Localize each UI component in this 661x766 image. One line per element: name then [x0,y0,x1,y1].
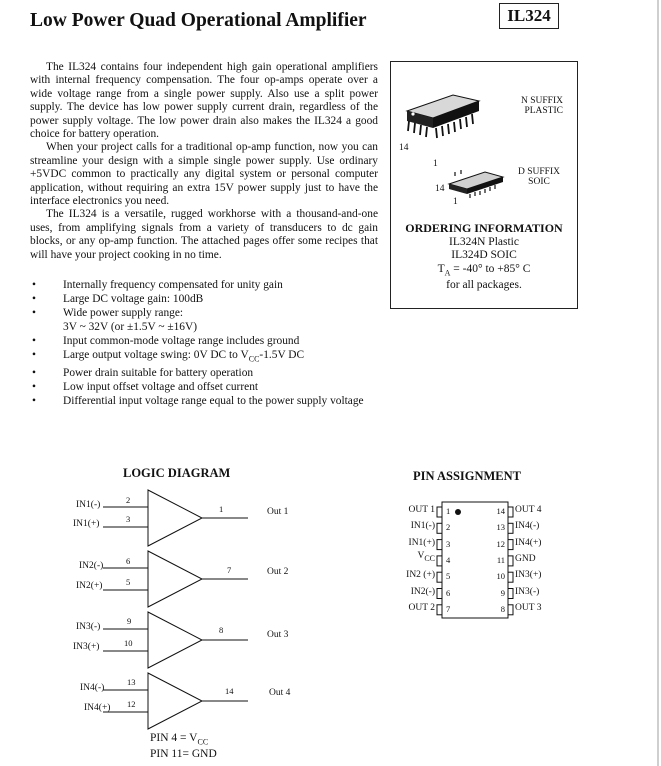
ordering-line-soic: IL324D SOIC [451,249,517,261]
feature-item: • Large DC voltage gain: 100dB [32,293,204,305]
feature-item: • Power drain suitable for battery operation [32,367,254,380]
amp3-pin-neg: 9 [127,616,132,626]
ic-pin-stub [437,605,442,615]
pin-right-label: IN4(-) [515,521,540,532]
amp4-inverting-input-label: IN4(-) [80,683,105,693]
feature-item: • Low input offset voltage and offset current [32,381,259,394]
ic-pin-stub [437,589,442,599]
pin-left-number: 4 [446,554,451,565]
pin-left-label: $V_{CC}$ [417,550,435,563]
amp4-noninverting-input-label: IN4(+) [84,703,111,713]
amp4-pin-pos: 12 [127,699,136,709]
amp2-noninverting-input-label: IN2(+) [76,581,103,591]
vcc-pin-note: PIN $4 = V_{CC}$ [150,732,209,747]
amp1-pin-neg: 2 [126,495,131,505]
feature-item: • Differential input voltage range equal to the power supply voltage [32,395,364,408]
pin-left-label: OUT 2 [408,602,435,613]
bullet-icon: • [32,335,36,347]
description-paragraph-1: The IL324 contains four independent high gain operational amplifiers with internal frequency compensation. The four op-amps operate over a wide voltage range from a single power supply. Also use a split power supply. The device has low power supply current drain, regardless of the power supply voltage. The low power drain also makes the IL324 a good choice for battery operation. [30,61,378,141]
amp3-noninverting-input-label: IN3(+) [73,642,100,652]
amp1-noninverting-input-label: IN1(+) [73,519,100,529]
bullet-icon: • [32,367,36,380]
pin-1-indicator-icon [455,509,461,515]
pin-left-number: 1 [446,506,451,516]
ic-pin-stub [508,540,513,550]
n-suffix-label: N SUFFIX PLASTIC [521,96,563,116]
amp4-output-label: Out 4 [269,688,291,698]
pin-left-number: 6 [446,587,451,598]
ordering-all-packages: for all packages. [446,279,522,292]
dip-pin-1-label: 1 [433,159,438,169]
ic-pin-stub [437,540,442,550]
pin-right-number: 11 [496,554,505,565]
pin-right-number: 10 [496,571,505,582]
bullet-icon: • [32,349,36,361]
bullet-icon: • [32,395,36,408]
bullet-icon: • [32,381,36,394]
soic-pin-14-label: 14 [435,184,445,194]
pin-left-label: IN1(+) [408,537,435,548]
amp3-pin-pos: 10 [124,638,133,648]
pin-assignment-title: PIN ASSIGNMENT [413,469,522,483]
ic-pin-stub [508,556,513,566]
page-title: Low Power Quad Operational Amplifier [30,10,367,31]
pin-left-label: OUT 1 [408,505,435,515]
pin-right-label: IN4(+) [515,537,542,548]
pin-right-number: 8 [500,603,505,614]
ic-pin-stub [437,572,442,582]
part-number-badge: IL324 [499,3,559,29]
amp2-inverting-input-label: IN2(-) [79,561,104,571]
pin-right-number: 12 [496,538,505,549]
ic-pin-stub [508,507,513,517]
pin-right-label: GND [515,553,536,564]
bullet-icon: • [32,279,36,291]
amp3-inverting-input-label: IN3(-) [76,622,101,632]
ordering-temp-range: $T_A = -40^\circ$ to +85° C [437,262,531,277]
amp2-pin-pos: 5 [126,577,131,587]
feature-item: • Wide power supply range: 3V ~ 32V (or ±1.5V ~ ±16V) [32,307,197,333]
feature-item: • Input common-mode voltage range includes ground [32,335,300,347]
amp2-pin-out: 7 [227,565,232,575]
amp1-pin-out: 1 [219,504,224,514]
pin-left-number: 7 [446,603,451,614]
ic-pin-stub [508,523,513,533]
ic-pin-stub [508,589,513,599]
pin-right-label: IN3(+) [515,570,542,581]
logic-diagram-title: LOGIC DIAGRAM [123,466,231,480]
amp4-pin-neg: 13 [127,677,136,687]
pin-left-number: 5 [446,571,451,582]
pin-right-label: OUT 4 [515,505,542,515]
soic-pin-1-label: 1 [453,197,458,207]
ic-pin-stub [508,572,513,582]
ordering-heading: ORDERING INFORMATION [405,221,563,235]
pin-right-number: 13 [496,522,505,533]
amp2-pin-neg: 6 [126,556,131,566]
pin-right-number: 14 [496,506,505,516]
feature-item: • Internally frequency compensated for unity gain [32,279,283,291]
ic-pin-stub [437,556,442,566]
bullet-icon: • [32,293,36,305]
ic-pin-stub [437,523,442,533]
amp1-pin-pos: 3 [126,514,131,524]
ic-pin-stub [437,507,442,517]
feature-item: • Large output voltage swing: 0V DC to $V_{CC}-1.5V$ DC [32,349,305,364]
d-suffix-label: D SUFFIX SOIC [518,167,560,187]
pin-left-label: IN1(-) [410,521,435,532]
amp4-pin-out: 14 [225,686,234,696]
description-paragraph-2: When your project calls for a traditional op-amp function, now you can streamline your design with a simple single power supply. Use ordinary +5VDC common to practically any digital system or personal computer application, without requiring an extra 15V power supply just to have the interface electronics you need. [30,141,378,208]
ic-pin-stub [508,605,513,615]
pin-right-label: IN3(-) [515,586,540,597]
amp1-output-label: Out 1 [267,507,289,517]
description-paragraph-3: The IL324 is a versatile, rugged workhorse with a thousand-and-one uses, from amplifying signals from a variety of transducers to dc gain blocks, or any op-amp function. The attached pages offer some recipes that will have your project cooking in no time. [30,208,378,261]
pin-left-number: 3 [446,538,451,549]
pin-right-label: OUT 3 [515,602,542,613]
pin-left-label: IN2(-) [410,586,435,597]
pin-left-label: IN2 (+) [406,570,435,581]
dip-pin-14-label: 14 [399,143,409,153]
gnd-pin-note: PIN 11= GND [150,748,217,761]
pin-left-number: 2 [446,522,451,533]
pin-right-number: 9 [500,587,505,598]
ordering-line-plastic: IL324N Plastic [449,235,519,248]
bullet-icon: • [32,307,36,319]
amp2-output-label: Out 2 [267,567,289,577]
amp3-output-label: Out 3 [267,630,289,640]
amp3-pin-out: 8 [219,625,224,635]
amp1-inverting-input-label: IN1(-) [76,500,101,510]
